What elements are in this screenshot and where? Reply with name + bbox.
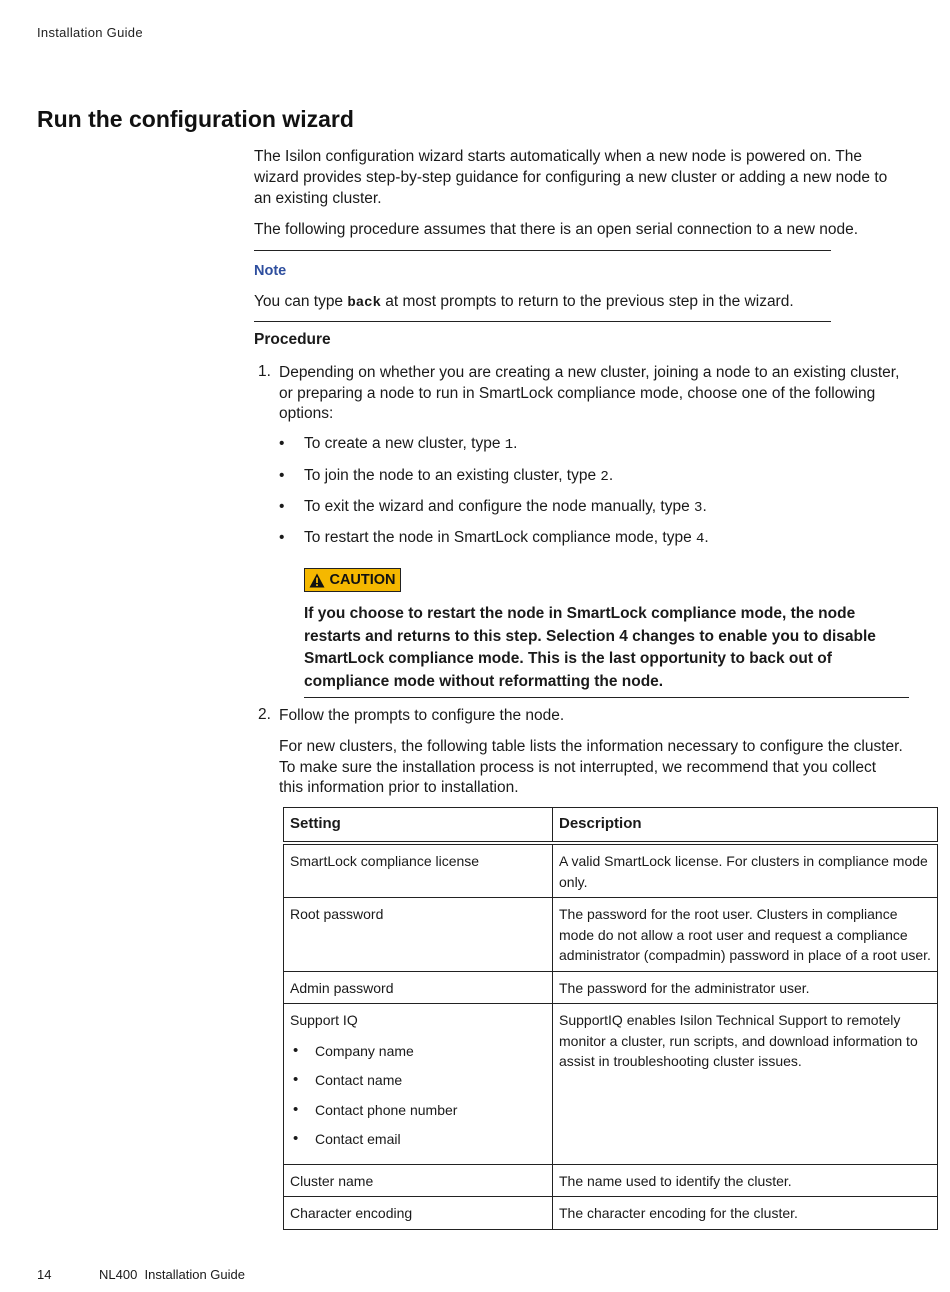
option-code: 4 bbox=[696, 531, 705, 547]
step-number: 1. bbox=[258, 363, 271, 380]
intro-paragraph: The Isilon configuration wizard starts automatically when a new node is powered on. The wizard provides step-by-step guidance for configuring a new cluster or adding a new node to an existing cluster. bbox=[254, 148, 888, 207]
setting-label: Support IQ bbox=[290, 1012, 358, 1028]
setting-cell: Root password bbox=[284, 898, 553, 972]
option-text: To join the node to an existing cluster, type bbox=[304, 467, 601, 484]
bullet-icon: • bbox=[279, 529, 285, 546]
list-item: • Contact email bbox=[290, 1129, 546, 1159]
note-code: back bbox=[347, 295, 381, 311]
bullet-icon: • bbox=[279, 435, 285, 452]
step-text: Depending on whether you are creating a new cluster, joining a node to an existing cluster, or preparing a node to run in SmartLock compliance mode, choose one of the following options: bbox=[279, 364, 900, 422]
note-text-before: You can type bbox=[254, 293, 348, 310]
footer-doc-title-text: NL400 Installation Guide bbox=[99, 1267, 245, 1282]
procedure-heading: Procedure bbox=[254, 331, 331, 348]
table-row bbox=[284, 843, 938, 898]
note-text bbox=[254, 293, 794, 311]
table-row bbox=[284, 898, 938, 972]
intro-section bbox=[254, 146, 904, 240]
table-row bbox=[284, 971, 938, 1004]
list-item: • Company name bbox=[290, 1041, 546, 1071]
note-text-after: at most prompts to return to the previous step in the wizard. bbox=[380, 293, 794, 310]
bullet-icon: • bbox=[279, 467, 285, 484]
bullet-icon: • bbox=[279, 498, 285, 515]
caution-label: CAUTION bbox=[329, 572, 396, 588]
option-text: To create a new cluster, type bbox=[304, 435, 505, 452]
caution-text: If you choose to restart the node in SmartLock compliance mode, the node restarts and returns to this step. Selection 4 changes to enable you to disable SmartLock compliance mode. This is the last opportunity to back out of compliance mode without reformatting the node. bbox=[304, 603, 909, 698]
note-box bbox=[254, 250, 831, 322]
caution-badge bbox=[304, 568, 401, 592]
table-row bbox=[284, 1197, 938, 1230]
page-number: 14 bbox=[37, 1267, 52, 1282]
option-end: . bbox=[702, 498, 707, 515]
list-item: • Contact phone number bbox=[290, 1100, 546, 1130]
description-cell: A valid SmartLock license. For clusters in compliance mode only. bbox=[553, 843, 938, 898]
option-code: 3 bbox=[694, 500, 703, 516]
option-end: . bbox=[608, 467, 614, 484]
option-end: . bbox=[513, 435, 518, 452]
description-cell: SupportIQ enables Isilon Technical Support to remotely monitor a cluster, run scripts, and download information to assist in troubleshooting cluster issues. bbox=[553, 1004, 938, 1165]
list-item: • Contact name bbox=[290, 1070, 546, 1100]
warning-triangle-icon bbox=[309, 573, 325, 588]
option-code: 1 bbox=[504, 437, 514, 453]
setting-cell: Admin password bbox=[284, 971, 553, 1004]
setting-cell: Cluster name bbox=[284, 1164, 553, 1197]
support-iq-items bbox=[290, 1041, 546, 1159]
option-text: To restart the node in SmartLock compliance mode, type bbox=[304, 529, 697, 546]
running-header: Installation Guide bbox=[37, 25, 143, 40]
table-header-row bbox=[284, 808, 938, 844]
step-number: 2. bbox=[258, 706, 271, 723]
option-text: To exit the wizard and configure the node manually, type bbox=[304, 498, 695, 515]
setting-cell bbox=[284, 1004, 553, 1165]
setting-cell: Character encoding bbox=[284, 1197, 553, 1230]
description-cell: The password for the root user. Clusters in compliance mode do not allow a root user and request a compliance administrator (compadmin) password in place of a root user. bbox=[553, 898, 938, 972]
intro-paragraph: The following procedure assumes that there is an open serial connection to a new node. bbox=[254, 221, 859, 238]
description-cell: The character encoding for the cluster. bbox=[553, 1197, 938, 1230]
page-title: Run the configuration wizard bbox=[37, 106, 354, 132]
description-cell: The name used to identify the cluster. bbox=[553, 1164, 938, 1197]
option-end: . bbox=[704, 529, 709, 546]
step-detail: For new clusters, the following table lists the information necessary to configure the cluster. To make sure the installation process is not interrupted, we recommend that you collect this information prior to installation. bbox=[279, 738, 903, 796]
note-title: Note bbox=[254, 263, 287, 279]
table-row bbox=[284, 1164, 938, 1197]
option-code: 2 bbox=[600, 469, 609, 485]
column-header-setting: Setting bbox=[284, 808, 553, 844]
step-text: Follow the prompts to configure the node. bbox=[279, 707, 565, 724]
setting-cell: SmartLock compliance license bbox=[284, 843, 553, 898]
settings-table bbox=[283, 807, 938, 1230]
footer-doc-title bbox=[99, 1267, 245, 1282]
description-cell: The password for the administrator user. bbox=[553, 971, 938, 1004]
column-header-description: Description bbox=[553, 808, 938, 844]
table-row bbox=[284, 1004, 938, 1165]
